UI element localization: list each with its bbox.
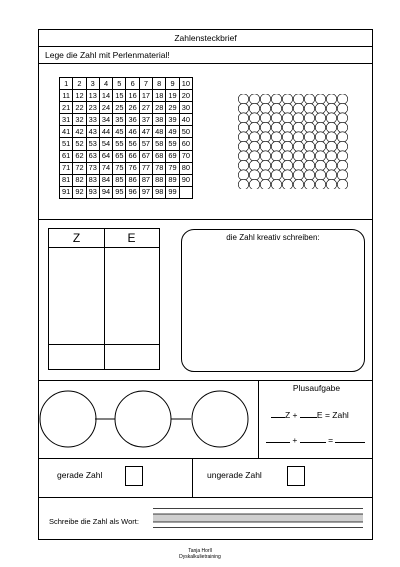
grid-cell: 19 [166,90,179,102]
grid-cell: 13 [86,90,99,102]
grid-cell: 54 [99,138,112,150]
grid-cell: 82 [73,174,86,186]
grid-cell: 80 [179,162,192,174]
bead [271,179,281,189]
bead [293,151,303,161]
grid-cell [179,186,192,198]
bead [337,151,347,161]
grid-cell: 50 [179,126,192,138]
bead [238,160,248,170]
bead [260,132,270,142]
bead [238,132,248,142]
bead [271,151,281,161]
bead [282,94,292,104]
bead [293,113,303,123]
bead [326,151,336,161]
grid-cell: 2 [73,78,86,90]
bead [326,113,336,123]
bead [304,160,314,170]
divider [39,497,372,498]
grid-cell: 70 [179,150,192,162]
ones-label: E [316,410,323,420]
bead [282,103,292,113]
worksheet [38,29,373,540]
grid-cell: 14 [99,90,112,102]
grid-cell: 39 [166,114,179,126]
odd-label: ungerade Zahl [207,470,262,480]
divider [39,380,372,381]
bead [304,151,314,161]
bead [293,179,303,189]
grid-cell: 1 [60,78,73,90]
grid-cell: 43 [86,126,99,138]
bead [326,103,336,113]
grid-cell: 64 [99,150,112,162]
bead [271,94,281,104]
hundred-grid [59,77,193,199]
grid-row [60,102,193,114]
grid-cell: 85 [113,174,126,186]
bead [249,170,259,180]
grid-row [60,126,193,138]
grid-cell: 40 [179,114,192,126]
grid-cell: 42 [73,126,86,138]
bead [238,170,248,180]
bead [282,113,292,123]
grid-cell: 36 [126,114,139,126]
bead [260,122,270,132]
bead [304,122,314,132]
bead [304,179,314,189]
grid-cell: 75 [113,162,126,174]
bead [315,94,325,104]
grid-cell: 65 [113,150,126,162]
grid-cell: 68 [153,150,166,162]
grid-cell: 67 [139,150,152,162]
bond-circle-number [192,391,248,447]
bead [337,113,347,123]
creative-writing-box[interactable] [181,229,365,372]
bead [293,141,303,151]
bead [315,151,325,161]
grid-cell: 46 [126,126,139,138]
bead [337,132,347,142]
grid-cell: 55 [113,138,126,150]
grid-cell: 71 [60,162,73,174]
bead [238,141,248,151]
grid-cell: 96 [126,186,139,198]
bead [337,160,347,170]
grid-cell: 92 [73,186,86,198]
place-value-table [48,228,160,370]
bead [271,160,281,170]
grid-cell: 32 [73,114,86,126]
blank-addend-1[interactable] [266,433,290,443]
bead [238,179,248,189]
grid-cell: 10 [179,78,192,90]
word-writing-lines[interactable] [153,508,363,528]
grid-cell: 88 [153,174,166,186]
grid-cell: 69 [166,150,179,162]
bead [282,160,292,170]
grid-cell: 3 [86,78,99,90]
grid-cell: 22 [73,102,86,114]
bead [304,94,314,104]
grid-cell: 18 [153,90,166,102]
bead [304,103,314,113]
bead [260,103,270,113]
grid-cell: 11 [60,90,73,102]
bead [337,179,347,189]
grid-cell: 31 [60,114,73,126]
grid-cell: 5 [113,78,126,90]
grid-cell: 26 [126,102,139,114]
result-label: = Zahl [324,410,349,420]
bead [326,141,336,151]
odd-checkbox[interactable] [287,466,305,486]
bead [271,141,281,151]
bead [326,132,336,142]
grid-cell: 63 [86,150,99,162]
grid-cell: 33 [86,114,99,126]
bead [315,103,325,113]
blank-tens[interactable] [271,408,285,418]
bead [293,170,303,180]
footer-author: Tanja Horll [188,548,212,554]
grid-cell: 78 [153,162,166,174]
bead [315,160,325,170]
grid-cell: 21 [60,102,73,114]
even-checkbox[interactable] [125,466,143,486]
bead [238,151,248,161]
bead [249,151,259,161]
grid-cell: 34 [99,114,112,126]
bead [249,113,259,123]
grid-cell: 57 [139,138,152,150]
bead [271,132,281,142]
grid-cell: 86 [126,174,139,186]
grid-cell: 90 [179,174,192,186]
bead [337,103,347,113]
grid-cell: 49 [166,126,179,138]
divider [39,219,372,220]
word-label: Schreibe die Zahl als Wort: [49,517,139,526]
grid-cell: 35 [113,114,126,126]
bead [282,122,292,132]
grid-cell: 59 [166,138,179,150]
grid-cell: 48 [153,126,166,138]
bead [337,94,347,104]
grid-cell: 7 [139,78,152,90]
grid-cell: 15 [113,90,126,102]
grid-cell: 20 [179,90,192,102]
even-label: gerade Zahl [57,470,103,480]
divider-vertical [192,458,193,497]
tens-cell[interactable] [49,247,104,369]
grid-row [60,90,193,102]
grid-cell: 41 [60,126,73,138]
grid-cell: 25 [113,102,126,114]
bead [260,94,270,104]
grid-cell: 47 [139,126,152,138]
grid-cell: 58 [153,138,166,150]
ones-cell[interactable] [105,247,159,369]
bead [271,113,281,123]
grid-cell: 87 [139,174,152,186]
grid-cell: 83 [86,174,99,186]
bead [249,132,259,142]
bead [293,160,303,170]
grid-row [60,114,193,126]
divider [39,458,372,459]
bead [282,151,292,161]
bead [238,103,248,113]
equals-sign: = [328,435,334,445]
bead [315,122,325,132]
grid-cell: 23 [86,102,99,114]
grid-row [60,186,193,198]
bead [271,170,281,180]
grid-cell: 37 [139,114,152,126]
grid-cell: 27 [139,102,152,114]
plus-sign: + [292,435,298,445]
bead [293,94,303,104]
grid-cell: 52 [73,138,86,150]
grid-cell: 44 [99,126,112,138]
bead [260,151,270,161]
bead [260,179,270,189]
grid-cell: 95 [113,186,126,198]
grid-cell: 30 [179,102,192,114]
bead [249,103,259,113]
bead [260,170,270,180]
bead [238,122,248,132]
blank-ones[interactable] [300,408,317,418]
bead [304,113,314,123]
plus-task-line-1 [271,408,349,420]
bead-field [238,94,348,189]
number-bond [39,386,257,452]
grid-cell: 84 [99,174,112,186]
grid-cell: 72 [73,162,86,174]
bead [260,141,270,151]
grid-cell: 24 [99,102,112,114]
bead [249,160,259,170]
grid-cell: 28 [153,102,166,114]
bead [315,170,325,180]
bead [271,122,281,132]
ones-header: E [127,231,136,245]
bead [238,94,248,104]
bead [282,179,292,189]
grid-row [60,150,193,162]
grid-cell: 17 [139,90,152,102]
bead [326,160,336,170]
bead [249,122,259,132]
bead [260,113,270,123]
bead [293,122,303,132]
bead [315,113,325,123]
bead [304,141,314,151]
grid-cell: 73 [86,162,99,174]
bead [260,160,270,170]
blank-addend-2[interactable] [300,433,326,443]
grid-cell: 4 [99,78,112,90]
bead [282,132,292,142]
bead [249,141,259,151]
grid-cell: 93 [86,186,99,198]
grid-cell: 94 [99,186,112,198]
grid-cell: 81 [60,174,73,186]
bead [282,141,292,151]
grid-cell: 6 [126,78,139,90]
grid-cell: 76 [126,162,139,174]
grid-cell: 62 [73,150,86,162]
grid-row [60,174,193,186]
grid-cell: 97 [139,186,152,198]
tens-header: Z [72,231,81,245]
grid-cell: 53 [86,138,99,150]
bead [249,179,259,189]
blank-sum[interactable] [335,433,365,443]
bead [238,113,248,123]
grid-row [60,138,193,150]
grid-cell: 16 [126,90,139,102]
grid-cell: 61 [60,150,73,162]
grid-cell: 8 [153,78,166,90]
creative-label: die Zahl kreativ schreiben: [226,233,320,242]
grid-cell: 29 [166,102,179,114]
grid-cell: 51 [60,138,73,150]
grid-cell: 99 [166,186,179,198]
bead [304,170,314,180]
bead [271,103,281,113]
grid-cell: 89 [166,174,179,186]
grid-cell: 45 [113,126,126,138]
bead [293,132,303,142]
bead [315,179,325,189]
plus-task-title: Plusaufgabe [292,383,341,393]
footer-subtitle: Dyskalkulietraining [179,554,221,560]
grid-cell: 98 [153,186,166,198]
tens-label: Z + [285,410,298,420]
bead [326,170,336,180]
bead [326,122,336,132]
divider [39,63,372,64]
grid-cell: 91 [60,186,73,198]
grid-cell: 60 [179,138,192,150]
bead [282,170,292,180]
worksheet-title: Zahlensteckbrief [174,33,237,43]
bead [337,141,347,151]
task-instruction: Lege die Zahl mit Perlenmaterial! [45,50,170,60]
bead [249,94,259,104]
grid-cell: 38 [153,114,166,126]
bond-circle-tens [40,391,96,447]
bead [315,132,325,142]
grid-cell: 12 [73,90,86,102]
bead [326,94,336,104]
grid-cell: 77 [139,162,152,174]
bead [337,170,347,180]
plus-task-line-2 [266,433,365,445]
grid-cell: 74 [99,162,112,174]
bead [337,122,347,132]
grid-row [60,78,193,90]
grid-row [60,162,193,174]
grid-cell: 9 [166,78,179,90]
bond-circle-ones [115,391,171,447]
grid-cell: 79 [166,162,179,174]
bead [293,103,303,113]
grid-cell: 66 [126,150,139,162]
bead [315,141,325,151]
grid-cell: 56 [126,138,139,150]
bead [326,179,336,189]
bead [304,132,314,142]
